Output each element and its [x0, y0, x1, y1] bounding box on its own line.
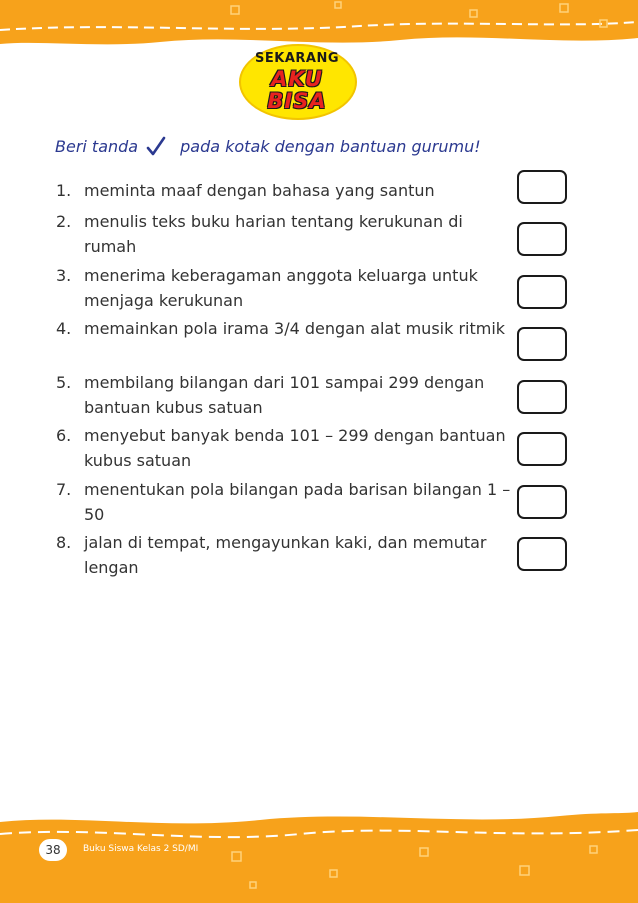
checkbox-task-7[interactable] — [517, 485, 567, 519]
list-item — [56, 530, 516, 580]
checkbox-task-8[interactable] — [517, 537, 567, 571]
task-text: membilang bilangan dari 101 sampai 299 dengan bantuan kubus satuan — [84, 373, 485, 417]
checkbox-task-4[interactable] — [517, 327, 567, 361]
task-number: 1. — [56, 181, 72, 200]
task-number: 4. — [56, 319, 72, 338]
task-number: 2. — [56, 212, 72, 231]
checkmark-icon — [146, 135, 166, 157]
logo-word-aku: AKU — [271, 67, 323, 91]
checkbox-task-6[interactable] — [517, 432, 567, 466]
checkbox-task-3[interactable] — [517, 275, 567, 309]
list-item — [56, 178, 516, 203]
list-item — [56, 423, 516, 473]
page-number: 38 — [36, 836, 70, 864]
instruction-before: Beri tanda — [55, 136, 139, 156]
list-item — [56, 370, 516, 420]
logo-word-sekarang: SEKARANG — [255, 51, 339, 66]
checkbox-task-5[interactable] — [517, 380, 567, 414]
list-item — [56, 477, 516, 527]
task-text: menerima keberagaman anggota keluarga untuk menjaga kerukunan — [84, 266, 478, 310]
list-item — [56, 263, 516, 313]
task-text: meminta maaf dengan bahasa yang santun — [84, 181, 435, 200]
checkbox-task-2[interactable] — [517, 222, 567, 256]
task-number: 7. — [56, 480, 72, 499]
book-title: Buku Siswa Kelas 2 SD/MI — [83, 844, 199, 854]
instruction-text — [55, 133, 481, 159]
task-text: menyebut banyak benda 101 – 299 dengan bantuan kubus satuan — [84, 426, 506, 470]
task-text: jalan di tempat, mengayunkan kaki, dan memutar lengan — [84, 533, 487, 577]
task-text: menulis teks buku harian tentang kerukunan di rumah — [84, 212, 463, 256]
list-item — [56, 209, 516, 259]
task-number: 5. — [56, 373, 72, 392]
task-number: 3. — [56, 266, 72, 285]
instruction-after: pada kotak dengan bantuan gurumu! — [180, 136, 481, 156]
task-text: menentukan pola bilangan pada barisan bilangan 1 – 50 — [84, 480, 511, 524]
task-number: 6. — [56, 426, 72, 445]
list-item — [56, 316, 516, 341]
checkbox-task-1[interactable] — [517, 170, 567, 204]
task-text: memainkan pola irama 3/4 dengan alat musik ritmik — [84, 319, 506, 338]
sekarang-aku-bisa-logo — [232, 40, 362, 120]
logo-word-bisa: BISA — [267, 89, 327, 113]
task-number: 8. — [56, 533, 72, 552]
